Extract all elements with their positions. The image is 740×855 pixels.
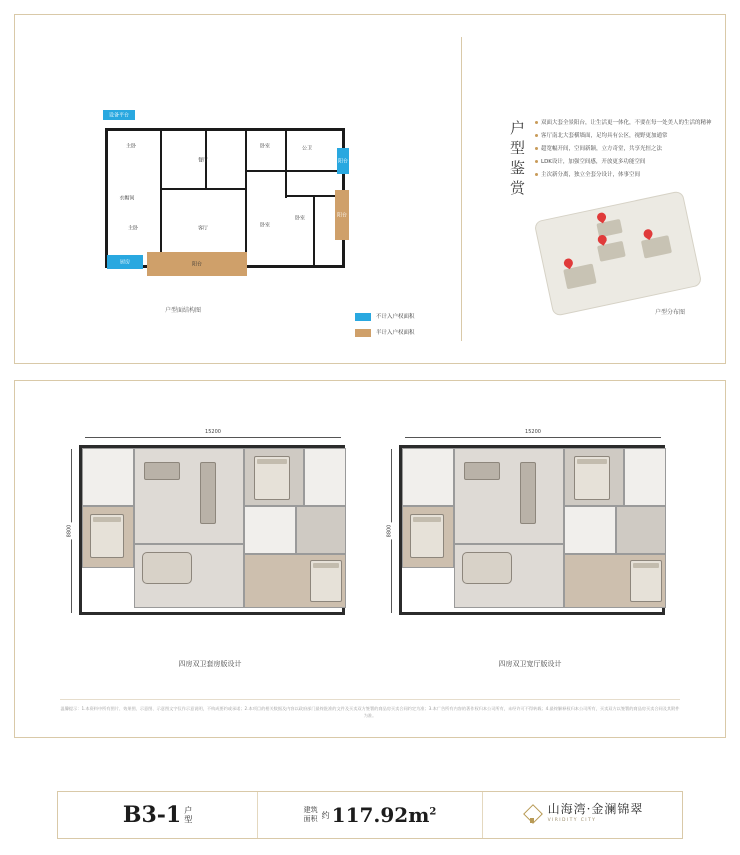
- room-label-10: 厨房: [119, 259, 131, 266]
- area-value-number: 117.92m: [331, 803, 430, 827]
- bullet-2: [535, 145, 720, 154]
- bullet-text-3: LDK设计，加强空间感，开放更多功能空间: [541, 159, 646, 165]
- legend-item-0: [355, 311, 415, 323]
- room-label-6: 卧室: [259, 143, 271, 150]
- map-pin-icon: [563, 258, 574, 272]
- legend: [355, 311, 415, 343]
- dimension-left-b-value: 8800: [386, 524, 393, 538]
- legend-swatch-blue: [355, 313, 371, 321]
- bullet-4: [535, 171, 720, 180]
- floorplan-a-caption: 四房双卫套房版设计: [178, 660, 242, 668]
- bullet-dot-icon: [535, 160, 538, 163]
- floorplan-b: [385, 429, 675, 668]
- site-map-caption: 户型分布图: [655, 309, 686, 316]
- bullet-dot-icon: [535, 134, 538, 137]
- dimension-left-b: [385, 449, 397, 613]
- brand-lockup: [522, 804, 644, 826]
- bullet-dot-icon: [535, 121, 538, 124]
- map-pin-icon: [597, 234, 608, 248]
- legend-swatch-tan: [355, 329, 371, 337]
- section-vertical-title: 户型鉴赏: [508, 120, 526, 200]
- fine-print: [60, 699, 680, 719]
- room-label-2: 衣帽间: [119, 195, 135, 202]
- dimension-top-b: [405, 431, 661, 443]
- dimension-left-a-value: 8800: [66, 524, 73, 538]
- area-about: 约: [321, 810, 330, 820]
- bullet-text-0: 双面大套全景阳台，让生活更一体化，不要在每一处美人的生活的精神: [541, 120, 712, 126]
- bullet-3: [535, 158, 720, 167]
- brand-name-cn: 山海湾·金澜锦翠: [547, 802, 644, 816]
- dimension-top-a-value: 15200: [202, 429, 224, 435]
- area-label-top: 建筑: [303, 806, 318, 814]
- schematic-floorplan: [85, 100, 405, 290]
- room-label-3: 主卧: [127, 225, 139, 232]
- plan-b-outline: [399, 445, 665, 615]
- footer-bar: [57, 791, 683, 839]
- site-map: [534, 190, 703, 316]
- map-pin-icon: [643, 228, 654, 242]
- area-unit-exponent: 2: [429, 806, 437, 818]
- brand-names: [548, 804, 644, 826]
- unit-code-suffix: [184, 806, 192, 824]
- unit-code: B3-1: [122, 802, 182, 828]
- top-panel: [14, 14, 726, 364]
- area-label-bottom: 面积: [303, 815, 318, 823]
- room-label-11: 阳台: [336, 212, 348, 219]
- room-label-9: 公卫: [301, 145, 313, 152]
- room-label-1: 主卧: [125, 143, 137, 150]
- room-label-12: 阳台: [337, 158, 349, 165]
- bullet-dot-icon: [535, 147, 538, 150]
- schematic-caption: 户型面结构图: [165, 307, 202, 314]
- room-label-0: 设备平台: [108, 112, 130, 119]
- bullet-text-1: 客厅南北大套横墙面，足均具有公区，视野更加通常: [541, 133, 668, 139]
- bullet-0: [535, 119, 720, 128]
- room-label-5: 客厅: [197, 225, 209, 232]
- bullet-text-2: 超宽幅开间，空间新颖，立方奇堂，共享光恒之法: [541, 146, 663, 152]
- bottom-panel: [14, 380, 726, 738]
- feature-bullets: [535, 119, 720, 184]
- area-cell: [258, 792, 483, 838]
- brand-name-en: VIRIDITY CITY: [547, 818, 597, 823]
- unit-code-cell: [58, 792, 258, 838]
- room-label-7: 卧室: [294, 215, 306, 222]
- bullet-1: [535, 132, 720, 141]
- room-label-4: 餐厅: [197, 157, 209, 164]
- bullet-dot-icon: [535, 173, 538, 176]
- legend-item-1: [355, 327, 415, 339]
- plan-a-outline: [79, 445, 345, 615]
- area-value: [332, 803, 437, 827]
- floorplan-b-caption: 四房双卫宽厅版设计: [498, 660, 562, 668]
- room-label-13: 阳台: [191, 261, 203, 268]
- unit-code-suffix-top: 户: [184, 806, 193, 815]
- fine-print-text: 温馨提示：1.本资料中所有图片、效果图、示意图、示意图文字仅作示意说明，不构成要约或承诺；2.本项目的相关数据及内容以政府部门最终批准的文件及买卖双方签署的商品房买卖合同约定为准；3.本广告所有内容的著作权归本公司所有，未经许可不得转载；4.最终解释权归本公司所有，买卖双方以签署的商品房买卖合同及其附件为准。: [60, 706, 680, 718]
- area-label: [304, 806, 318, 824]
- room-label-8: 卧室: [259, 222, 271, 229]
- dimension-top-a: [85, 431, 341, 443]
- unit-code-suffix-bottom: 型: [184, 815, 193, 824]
- fine-print-rule: [60, 699, 680, 700]
- dimension-top-b-value: 15200: [522, 429, 544, 435]
- legend-label-0: 不计入户权面积: [376, 314, 415, 320]
- panel-vertical-divider: [461, 37, 462, 341]
- legend-label-1: 半计入户权面积: [376, 330, 415, 336]
- dimension-left-a: [65, 449, 77, 613]
- brand-logo-icon: [522, 805, 542, 825]
- floorplan-a: [65, 429, 355, 668]
- bullet-text-4: 主次新分离，独立全套分设计，体事空间: [541, 172, 641, 178]
- brand-cell: [483, 792, 682, 838]
- map-pin-icon: [596, 212, 607, 226]
